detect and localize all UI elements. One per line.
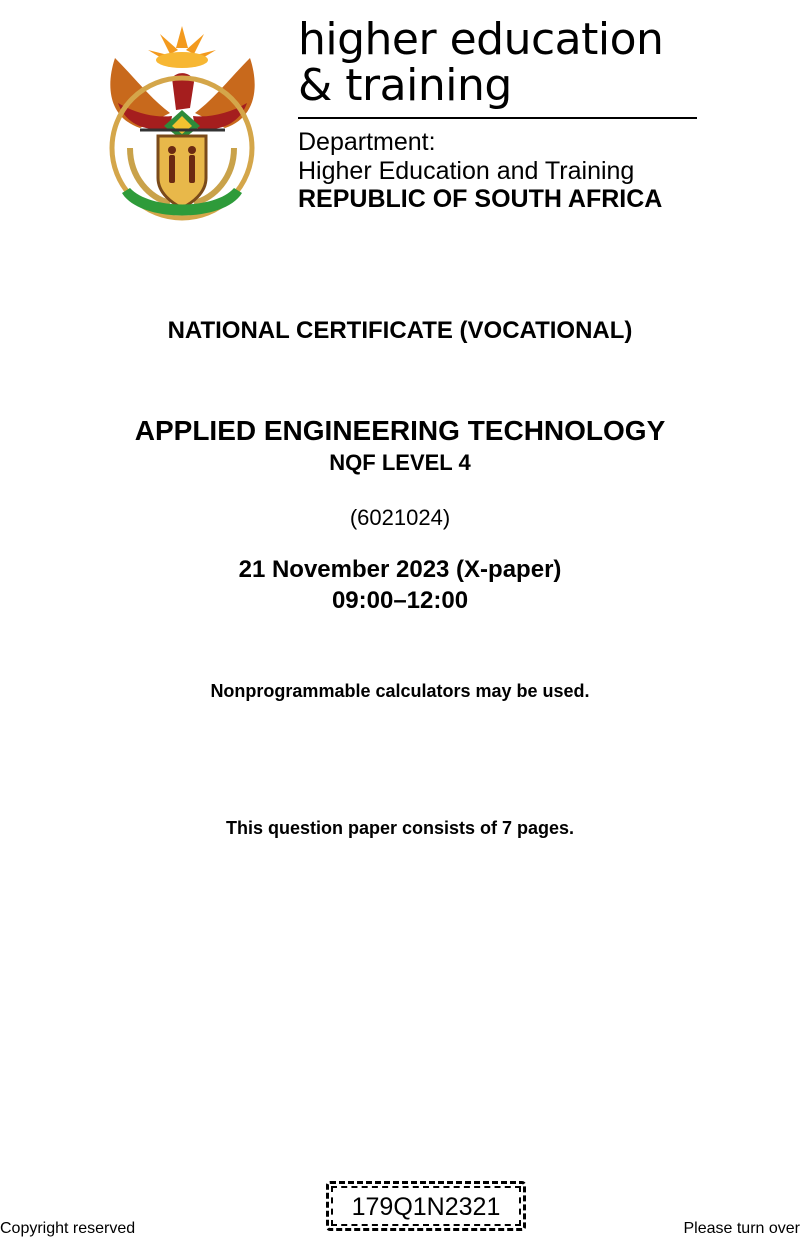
header-divider [298,117,697,119]
subject-code: (6021024) [349,505,451,530]
coat-of-arms-logo [100,18,265,228]
country-name: REPUBLIC OF SOUTH AFRICA [298,185,663,213]
copyright-notice: Copyright reserved [0,1220,136,1237]
nqf-level: NQF LEVEL 4 [329,450,471,475]
subject-title: APPLIED ENGINEERING TECHNOLOGY [134,415,666,446]
pages-note: This question paper consists of 7 pages. [225,818,575,838]
certificate-title: NATIONAL CERTIFICATE (VOCATIONAL) [167,317,633,344]
department-label: Department: [298,128,436,156]
exam-date: 21 November 2023 (X-paper) [238,556,562,583]
paper-code: 179Q1N2321 [351,1193,501,1221]
department-name: Higher Education and Training [298,157,635,185]
turn-over-notice: Please turn over [683,1220,800,1237]
brand-line-1: higher education [298,14,664,65]
paper-code-box [326,1181,526,1231]
exam-time: 09:00–12:00 [331,587,469,614]
calculator-note: Nonprogrammable calculators may be used. [210,681,590,701]
brand-line-2: & training [298,60,512,111]
